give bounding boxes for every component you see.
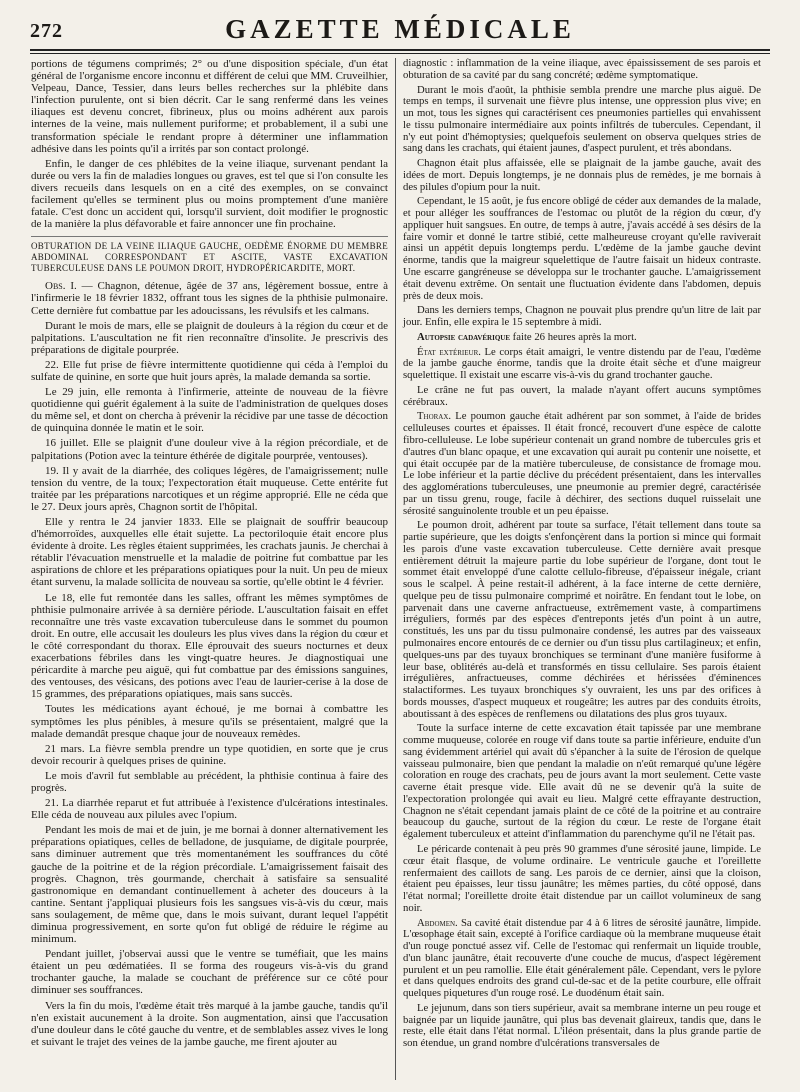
paragraph: Chagnon était plus affaissée, elle se plaignait de la jambe gauche, avait des idées de mort. Depuis longtemps, je ne donnais plus de remèdes, je me bornais à des pilules d'opium pour la nuit. [403,157,761,193]
right-column [403,58,761,1053]
paragraph: 19. Il y avait de la diarrhée, des coliques légères, de l'amaigrissement; nulle tension du ventre, de la toux; l'expectoration était muqueuse. Cette entérite fut traitée par les préparations narcotiques et un régime approprié. Elle ne céda que le 27. Deux jours après, Chagnon sortit de l'hôpital. [31,464,388,513]
section-label: Thorax. [417,410,452,423]
paragraph [403,918,761,1000]
paragraph-text: faite 26 heures après la mort. [512,330,637,343]
paragraph: Durant le mois de mars, elle se plaignit de douleurs à la région du cœur et de palpitations. L'auscultation ne fit rien reconnaître d'insolite. Je prescrivis des préparations de digitale pourprée. [31,319,388,356]
paragraph-text: — Chagnon, détenue, âgée de 37 ans, légèrement bossue, entre à l'infirmerie le 18 février 1832, offrant tous les signes de la phthisie pulmonaire. Cette dernière fut combattue par les adoucissans, les révulsifs et les calmans. [31,280,388,317]
paragraph: Le poumon droit, adhérent par toute sa surface, l'était tellement dans toute sa partie supérieure, que les doigts s'enfonçèrent dans la portion si mince qui formait les parois d'une vaste excavation tuberculeuse. Cette dernière avait presque entièrement détruit la majeure partie du lobe supérieur de l'organe, dont tout le sommet était enveloppé d'une calotte cellulo-fibreuse, d'épaisseur inégale, criant sous le scalpel. À peine restait-il adhérent, à la face interne de cette dernière, quelque peu de tissu pulmonaire comprimé et noirâtre. En fendant tout le lobe, on parvenait dans une caverne anfractueuse, extrêmement vaste, à compartimens irréguliers, formés par des espèces d'entreponts jetés d'un point à un autre, constitués, les uns par du tissu pulmonaire condensé, les autres par des vaisseaux pulmonaires encore entourés de ce dernier ou d'un tissu plus cartilagineux; et enfin, quelques-uns par des tuyaux bronchiques se terminant d'une manière fusiforme à leur base, oblitérés au-delà et transformés en tissu cellulaire. Ses parois étaient irrégulières, anfractueuses, comme déchirées et hérissées d'éminences stalactiformes. Les tuyaux bronchiques s'y ouvraient, les uns par des orifices à bords mousses, d'aspect muqueux et rougeâtre; les autres par des conduits étroits, aboutissant à des espèces de renflemens ou dilatations des plus gros tuyaux. [403,519,761,720]
header-rule [30,49,770,51]
paragraph [31,280,388,316]
paragraph: Cependant, le 15 août, je fus encore obligé de céder aux demandes de la malade, et pour alléger les souffrances de l'estomac ou plutôt de la région du cœur, d'y appliquer huit sangsues. En outre, de temps à autre, j'avais accédé à ses désirs de la faire vomir et donné le tartre stibié, cette malheureuse croyant qu'elle raviverait ainsi un appétit depuis longtemps perdu. L'œdème de la jambe gauche devint énorme, tandis que la maigreur squelettique de l'autre faisait un hideux contraste. Une escarre gangréneuse se développa sur le trochanter gauche. L'amaigrissement était devenu extrême. On sentait une fluctuation évidente dans l'abdomen, depuis près de deux mois. [403,195,761,302]
paragraph: Vers la fin du mois, l'œdème était très marqué à la jambe gauche, tandis qu'il n'en existait aucunement à la droite. Son augmentation, ainsi que l'accusation d'une douleur dans le côté gauche du ventre, et de semblables assez vives le long et suivant le trajet des veines de la jambe gauche, me firent ajouter au [31,999,388,1048]
paragraph: 22. Elle fut prise de fièvre intermittente quotidienne qui céda à l'emploi du sulfate de quinine, en sorte que huit jours après, la malade demanda sa sortie. [31,358,388,383]
paragraph: Le mois d'avril fut semblable au précédent, la phthisie continua à faire des progrès. [31,769,388,794]
left-column [31,58,388,1051]
paragraph: Toute la surface interne de cette excavation était tapissée par une membrane comme muqueuse, colorée en rouge vif dans toute sa partie inférieure, enduite d'un sang évidemment artériel qui avait dû s'épancher à la suite de l'érosion de quelque vaisseau pulmonaire, bien que pendant la maladie on n'eût remarqué qu'une légère coloration en rouge des crachats, peu de jours avant la mort seulement. Cette vaste caverne était presque vide. Elle avait dû ne se devenir qu'à la suite de l'expectoration prolongée qui avait eu lieu. Malgré cette effrayante destruction, Chagnon ne s'était cependant jamais plaint de ce côté de la poitrine et au contraire beaucoup du gauche, surtout de la région du cœur. Le reste de l'organe était également tuberculeux et atteint d'inflammation du parenchyme qu'il ne l'était pas. [403,722,761,841]
paragraph: Pendant les mois de mai et de juin, je me bornai à donner alternativement les préparations opiatiques, celles de belladone, de jusquiame, de digitale pourprée, sans diminuer autrement que très momentanément les souffrances du côté gauche de la poitrine et de la région précordiale. L'amaigrissement faisait des progrès. Chagnon, très gourmande, cherchait à satisfaire sa sensualité gastronomique en demandant continuellement à acheter des douceurs à la cantine. Sentant j'appliquai plusieurs fois les sangsues vis-à-vis du cœur, mais sans soulagement, de même que, dans le mois suivant, durant lequel l'appétit diminua progressivement, en sorte qu'on fut obligé de réduire le régime au minimum. [31,824,388,946]
paragraph: Le crâne ne fut pas ouvert, la malade n'ayant offert aucuns symptômes cérébraux. [403,383,761,408]
paragraph [403,411,761,517]
paragraph-text: Le corps était amaigri, le ventre distendu par de l'eau, l'œdème de la jambe gauche énorme, tandis que la droite était sèche et d'une maigreur squelettique. Il existait une escarre vis-à-vis du grand trochanter gauche. [403,345,762,382]
paragraph: Le jejunum, dans son tiers supérieur, avait sa membrane interne un peu rouge et baignée par un liquide jaunâtre, qui plus bas devenait glaireux, tandis que, dans le reste, elle était dans l'état normal. L'iléon présentait, dans la plus grande partie de son étendue, un grand nombre d'ulcérations transversales de [403,1001,761,1050]
column-divider [395,58,396,1080]
case-subheading: OBTURATION DE LA VEINE ILIAQUE GAUCHE, OEDÈME ÉNORME DU MEMBRE ABDOMINAL CORRESPONDANT ET ASCITE, VASTE EXCAVATION TUBERCULEUSE DANS LE POUMON DROIT, HYDROPÉRICARDITE, MORT. [31,236,388,274]
paragraph: 16 juillet. Elle se plaignit d'une douleur vive à la région précordiale, et de palpitations (Potion avec la teinture éthérée de digitale pourprée, ventouses). [31,437,388,462]
paragraph: Elle y rentra le 24 janvier 1833. Elle se plaignait de souffrir beaucoup d'hémorroïdes, auxquelles elle était sujette. La pectoriloquie était encore plus évidente à droite. Les règles étaient supprimées, les crachats jaunis. Je cherchai à rétablir l'évacuation menstruelle et la maladie de poitrine fut combattue par les aspirations de chlore et les préparations opiatiques pour la nuit. Un peu de mieux étant survenu, la malade sollicita de nouveau sa sortie, qu'elle obtint le 4 février. [31,516,388,589]
paragraph: Toutes les médications ayant échoué, je me bornai à combattre les symptômes les plus pénibles, à mesure qu'ils se présentaient, malgré que la malade demandât presque chaque jour de nouveaux remèdes. [31,703,388,740]
paragraph: 21 mars. La fièvre sembla prendre un type quotidien, en sorte que je crus devoir recourir à quelques prises de quinine. [31,742,388,767]
section-label: État extérieur. [417,345,481,358]
masthead-title: GAZETTE MÉDICALE [225,14,575,44]
paragraph: Enfin, le danger de ces phlébites de la veine iliaque, survenant pendant la durée ou vers la fin de maladies longues ou graves, est tel que si l'on consulte les divers recueils dans lesquels on en a cité des exemples, on se convainct facilement qu'elles se terminent plus ou moins promptement d'une manière fatale. C'est donc un accident qui, lorsqu'il survient, doit modifier le prognostic de la manière la plus défavorable et faire annoncer une fin prochaine. [31,157,388,231]
paragraph: 21. La diarrhée reparut et fut attribuée à l'existence d'ulcérations intestinales. Elle céda de nouveau aux pilules avec l'opium. [31,797,388,822]
paragraph: Le péricarde contenait à peu près 90 grammes d'une sérosité jaune, limpide. Le cœur était flasque, de volume ordinaire. Le ventricule gauche et l'oreillette renfermaient des caillots de sang. Les parois de ce dernier, ainsi que la cloison, étaient peu épaisses, leur tissu jaunâtre; les mêmes parties, du côté opposé, dans l'état normal; l'oreillette droite était distendue par un caillot volumineux de sang noir. [403,843,761,914]
paragraph: Pendant juillet, j'observai aussi que le ventre se tuméfiait, que les mains étaient un peu œdématiées. Il se forma des rougeurs vis-à-vis du grand trochanter gauche, la malade se couchant de préférence sur ce côté pour diminuer ses souffrances. [31,948,388,997]
observation-label: Obs. I. [45,280,77,293]
paragraph: Durant le mois d'août, la phthisie sembla prendre une marche plus aiguë. De temps en temps, il survenait une fièvre plus intense, une oppression plus vive; en un mot, tous les signes qui caractérisent ces pneumonies partielles qui envahissent le tissu pulmonaire intermédiaire aux points infiltrés de tubercules. Cependant, il n'y eut point d'hémoptysies; quelquefois seulement on observa quelques stries de sang dans les crachats, qui étaient jaunes, d'aspect purulent, et très abondans. [403,83,761,155]
autopsy-label: Autopsie cadavérique [417,330,510,343]
paragraph: portions de tégumens comprimés; 2° ou d'une disposition spéciale, d'un état général de l'organisme encore inconnu et différent de celui que MM. Cruveilhier, Velpeau, Dance, Tessier, dans leurs belles recherches sur la phlébite dans l'infection purulente, ont si bien décrit. Car le sang renfermé dans les veines iliaques est devenu concret, fibrineux, plus ou moins adhérent aux parois internes de la veine, mais nullement puriforme; et probablement, il a subi une transformation spéciale le rendant propre à déterminer une inflammation adhésive dans les points qu'il a irrités par son contact prolongé. [31,58,388,155]
paragraph: Le 18, elle fut remontée dans les salles, offrant les mêmes symptômes de phthisie pulmonaire arrivée à sa dernière période. L'auscultation faisait en effet reconnaître une très vaste excavation tuberculeuse dans le sommet du poumon droit. En outre, elle accusait les douleurs les plus vives dans la région du cœur et le côté correspondant du thorax. Elle éprouvait des sueurs nocturnes et deux exacerbations fébriles dans les vingt-quatre heures. Je diagnostiquai une péricardite à marche peu aiguë, qui fut combattue par des émissions sanguines, des ventouses, des vésicans, des potions avec l'eau de laurier-cerise à la dose de 15 grammes, des préparations opiatiques, mais sans succès. [31,591,388,701]
page-number: 272 [30,20,63,42]
paragraph [403,332,761,344]
section-label: Abdomen. [417,916,458,929]
paragraph: diagnostic : inflammation de la veine iliaque, avec épaississement de ses parois et obturation de sa cavité par du sang concrété; œdème symptomatique. [403,57,761,81]
header-rule-thin [30,53,770,54]
paragraph-text: Le poumon gauche était adhérent par son sommet, à l'aide de brides celluleuses courtes et épaisses. Il était froncé, recouvert d'une espèce de calotte fibro-celluleuse. Le lobe supérieur contenait un grand nombre de tubercules gris et d'autres d'un blanc opaque, et une excavation qui aurait pu contenir une noisette, et qui était occupée par de la matière tuberculeuse, de consistance de fromage mou. Le lobe inférieur et la partie déclive du précédent présentaient, dans les intervalles des agglomérations tuberculeuses, une pneumonie au premier degré, caractérisée par un tissu grenu, rouge, facile à déchirer, des sections duquel ruisselait une sérosité sanguinolente trouble et un peu épaisse. [403,410,761,517]
paragraph: Le 29 juin, elle remonta à l'infirmerie, atteinte de nouveau de la fièvre quotidienne qui guérit également à la suite de l'administration de quelques doses du même sel, et dont on chercha à prévenir la récidive par une tasse de décoction de quinquina donnée le matin et le soir. [31,386,388,435]
paragraph-text: Sa cavité était distendue par 4 à 6 litres de sérosité jaunâtre, limpide. L'œsophage était sain, excepté à l'orifice cardiaque où la membrane muqueuse était d'un rouge ponctué assez vif. Celle de l'estomac qui renfermait un liquide trouble, d'un blanc jaunâtre, était recouverte d'une couche de mucus, d'aspect légèrement purulent et un peu ramollie. Elle était généralement pâle. Cependant, vers le pylore et dans quelques endroits des grand cul-de-sac et de la petite courbure, elle offrait quelques piquetures d'un rouge rosé. Le duodénum était sain. [403,916,762,1000]
paragraph [403,347,761,382]
paragraph: Dans les derniers temps, Chagnon ne pouvait plus prendre qu'un litre de lait par jour. Enfin, elle expira le 15 septembre à midi. [403,304,761,329]
